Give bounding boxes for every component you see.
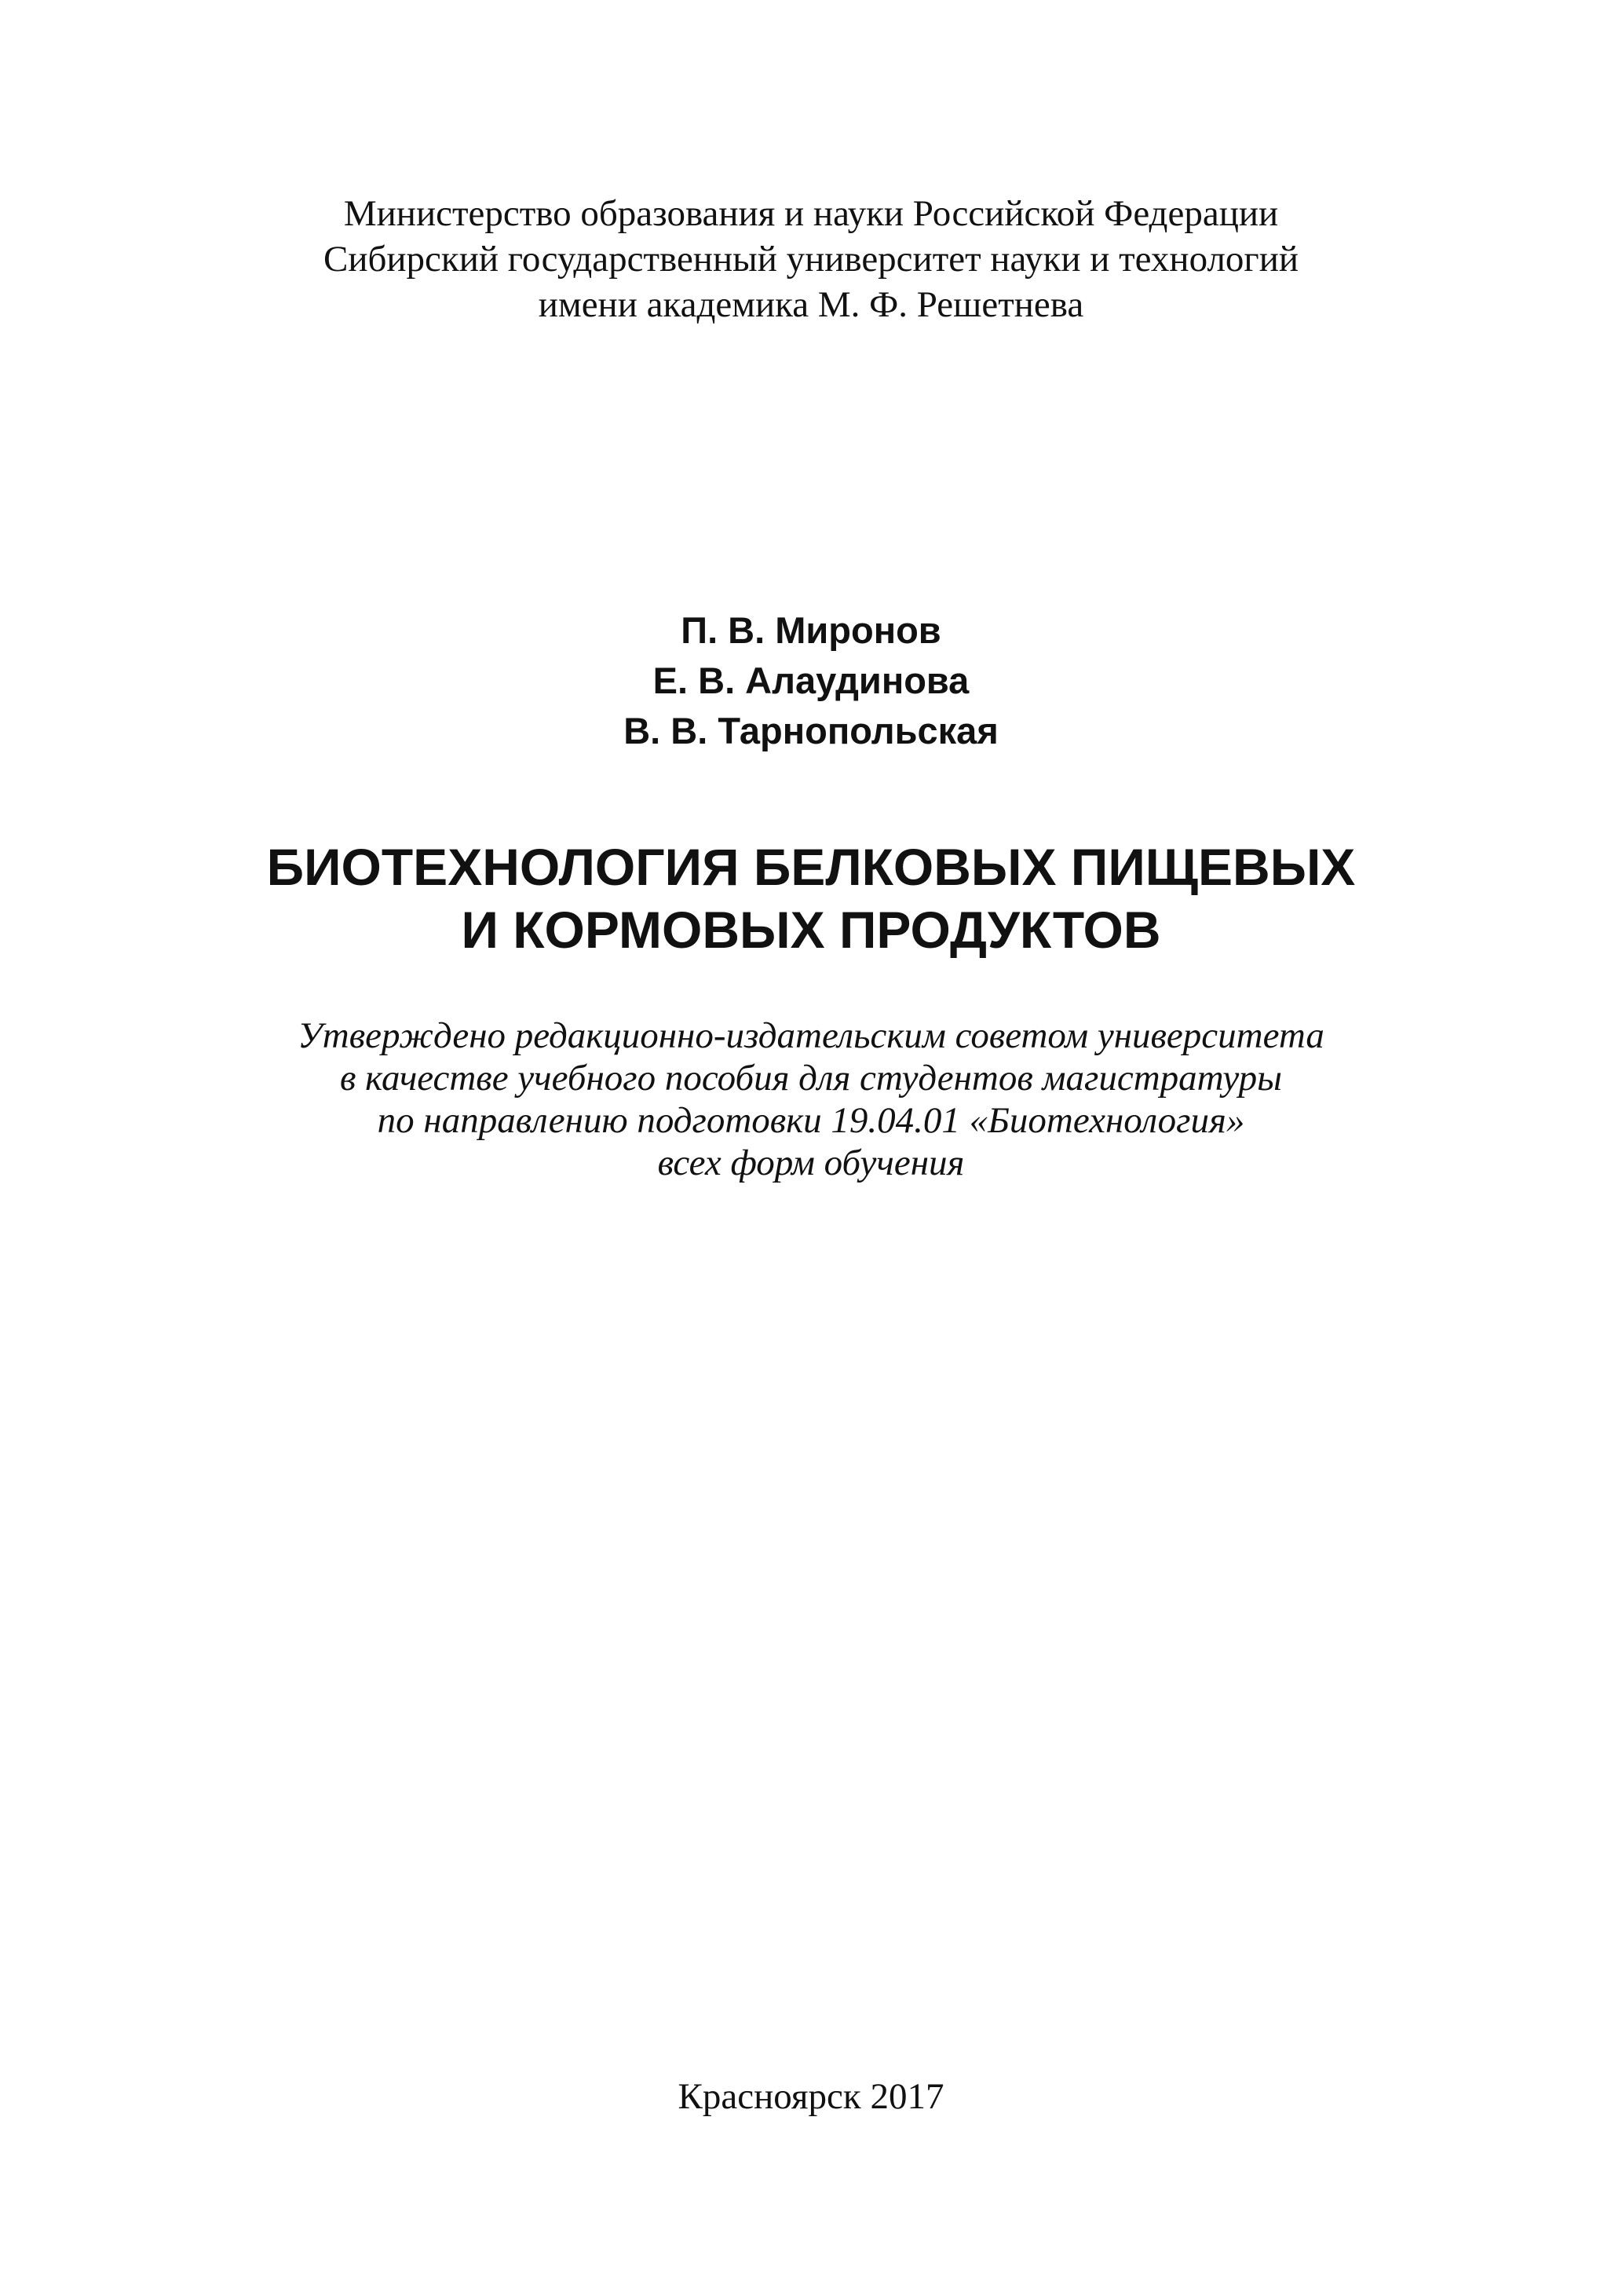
approval-line: в качестве учебного пособия для студентов магистратуры [339, 1058, 1282, 1099]
institution-header [0, 191, 1622, 327]
university-line: Сибирский государственный университет науки и технологий [323, 239, 1299, 280]
title-line: БИОТЕХНОЛОГИЯ БЕЛКОВЫХ ПИЩЕВЫХ [266, 838, 1356, 896]
approval-line: Утверждено редакционно-издательским советом университета [298, 1015, 1324, 1056]
ministry-line: Министерство образования и науки Российской Федерации [343, 193, 1279, 234]
book-title [0, 835, 1622, 961]
place-and-year: Красноярск 2017 [678, 2076, 944, 2117]
author-name: В. В. Тарнопольская [623, 710, 999, 751]
approval-note [0, 1015, 1622, 1184]
author-name: Е. В. Алаудинова [652, 660, 970, 701]
approval-line: всех форм обучения [657, 1143, 965, 1183]
university-namesake-line: имени академика М. Ф. Решетнева [538, 284, 1084, 325]
authors-list [0, 605, 1622, 756]
approval-line: по направлению подготовки 19.04.01 «Биотехнология» [377, 1100, 1245, 1141]
author-name: П. В. Миронов [681, 609, 941, 651]
title-line: И КОРМОВЫХ ПРОДУКТОВ [461, 901, 1161, 959]
